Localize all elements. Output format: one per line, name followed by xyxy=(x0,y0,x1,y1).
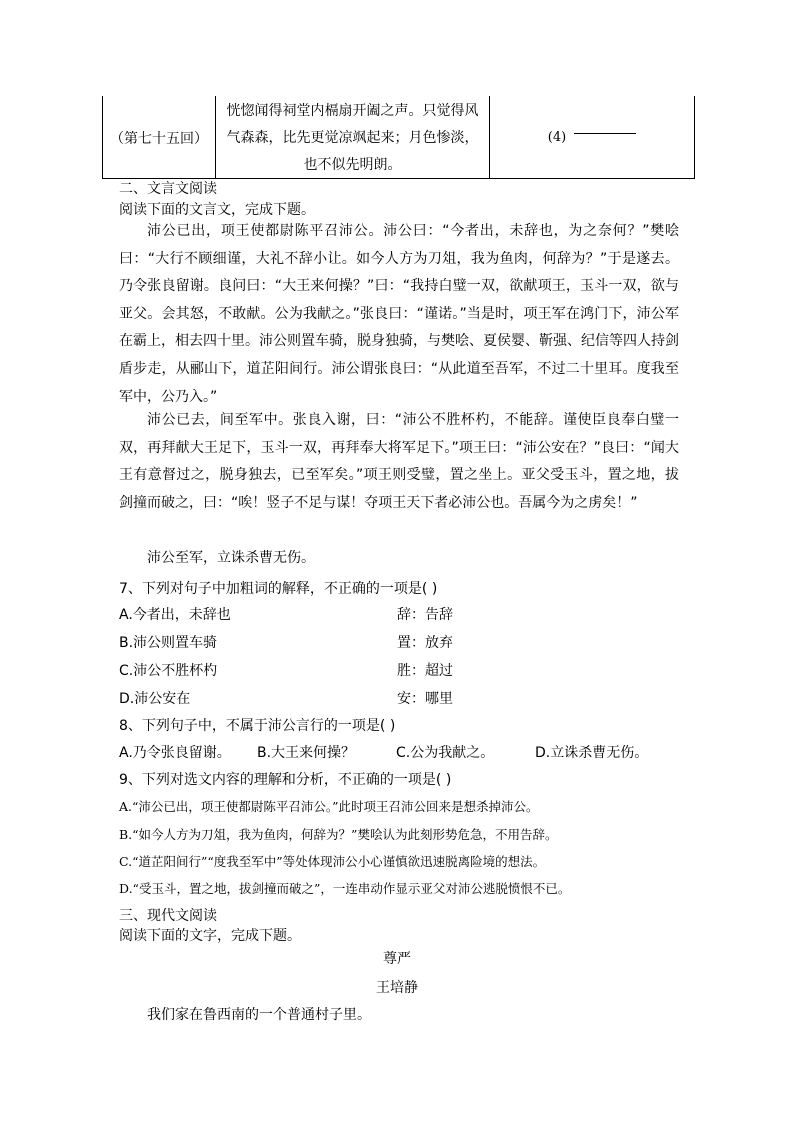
q7-gloss-d: 安：哪里 xyxy=(397,691,453,707)
q9-stem: 9、下列对选文内容的理解和分析，不正确的一项是( ) xyxy=(119,772,452,788)
q9-option-d: D.“受玉斗，置之地，拔剑撞而破之”，一连串动作显示亚父对沛公逃脱愤恨不已。 xyxy=(119,881,571,896)
passage-line: 气森森，比先更觉凉飒起来；月色惨淡， xyxy=(226,130,479,146)
q8-option-b: B.大王来何操？ xyxy=(257,745,356,761)
passage-cell xyxy=(216,96,490,179)
passage-line: 也不似先明朗。 xyxy=(303,157,402,173)
section2-heading: 二、文言文阅读 xyxy=(119,181,217,197)
q7-option-d: D.沛公安在 xyxy=(119,691,191,707)
answer-blank xyxy=(574,133,636,134)
q9-option-a: A.“沛公已出，项王使都尉陈平召沛公。”此时项王召沛公回来是想杀掉沛公。 xyxy=(119,799,539,814)
q7-gloss-b: 置：放弃 xyxy=(397,635,453,651)
section3-instruction: 阅读下面的文字，完成下题。 xyxy=(119,928,301,944)
section3-heading: 三、现代文阅读 xyxy=(119,908,217,924)
classical-paragraph-2: 沛公已去，间至军中。张良入谢，曰：“沛公不胜杯杓，不能辞。谨使臣良奉白璧一双，再拜献大王足下，玉斗一双，再拜奉大将军足下。”项王曰：“沛公安在？”良曰：“闻大王有意督过之，脱身独去，已至军矣。”项王则受璧，置之坐上。亚父受玉斗，置之地，拔剑撞而破之，曰：“唉！竖子不足与谋！夺项王天下者必沛公也。吾属今为之虏矣！” xyxy=(119,412,679,511)
answer-cell xyxy=(490,96,694,179)
chapter-cell xyxy=(103,96,216,179)
classical-paragraph-1: 沛公已出，项王使都尉陈平召沛公。沛公曰：“今者出，未辞也，为之奈何？”樊哙曰：“大行不顾细谨，大礼不辞小让。如今人方为刀俎，我为鱼肉，何辞为？”于是遂去。乃令张良留谢。良问曰：“大王来何操？”曰：“我持白璧一双，欲献项王，玉斗一双，欲与亚父。会其怒，不敢献。公为我献之。”张良曰：“谨诺。”当是时，项王军在鸿门下，沛公军在霸上，相去四十里。沛公则置车骑，脱身独骑，与樊哙、夏侯婴、靳强、纪信等四人持剑盾步走，从郦山下，道芷阳间行。沛公谓张良曰：“从此道至吾军，不过二十里耳。度我至军中，公乃入。” xyxy=(119,223,679,405)
q9-option-c: C.“道芷阳间行”“度我至军中”等处体现沛公小心谨慎欲迅速脱离险境的想法。 xyxy=(119,854,546,869)
article-title: 尊严 xyxy=(383,951,411,967)
article-first-line: 我们家在鲁西南的一个普通村子里。 xyxy=(147,1007,371,1023)
classical-paragraph-3: 沛公至军，立诛杀曹无伤。 xyxy=(147,550,315,566)
q8-option-a: A.乃令张良留谢。 xyxy=(119,745,231,761)
q9-option-b: B.“如今人方为刀俎，我为鱼肉，何辞为？”樊哙认为此刻形势危急，不用告辞。 xyxy=(119,827,558,842)
q8-option-d: D.立诛杀曹无伤。 xyxy=(535,745,649,761)
q8-option-c: C.公为我献之。 xyxy=(396,745,495,761)
chapter-table xyxy=(102,96,695,179)
q7-gloss-c: 胜：超过 xyxy=(397,663,453,679)
q7-option-c: C.沛公不胜杯杓 xyxy=(119,663,218,679)
section2-instruction: 阅读下面的文言文，完成下题。 xyxy=(119,202,315,218)
article-author: 王培静 xyxy=(376,980,418,996)
q7-stem: 7、下列对句子中加粗词的解释，不正确的一项是( ) xyxy=(119,581,438,597)
q7-option-b: B.沛公则置车骑 xyxy=(119,635,218,651)
chapter-label: （第七十五回） xyxy=(110,130,208,147)
q7-option-a: A.今者出，未辞也 xyxy=(119,607,231,623)
passage-line: 恍惚闻得祠堂内槅扇开阖之声。只觉得风 xyxy=(226,103,479,119)
answer-number: (4) xyxy=(547,130,567,145)
q8-stem: 8、下列句子中，不属于沛公言行的一项是( ) xyxy=(119,718,396,734)
q7-gloss-a: 辞：告辞 xyxy=(397,607,453,623)
